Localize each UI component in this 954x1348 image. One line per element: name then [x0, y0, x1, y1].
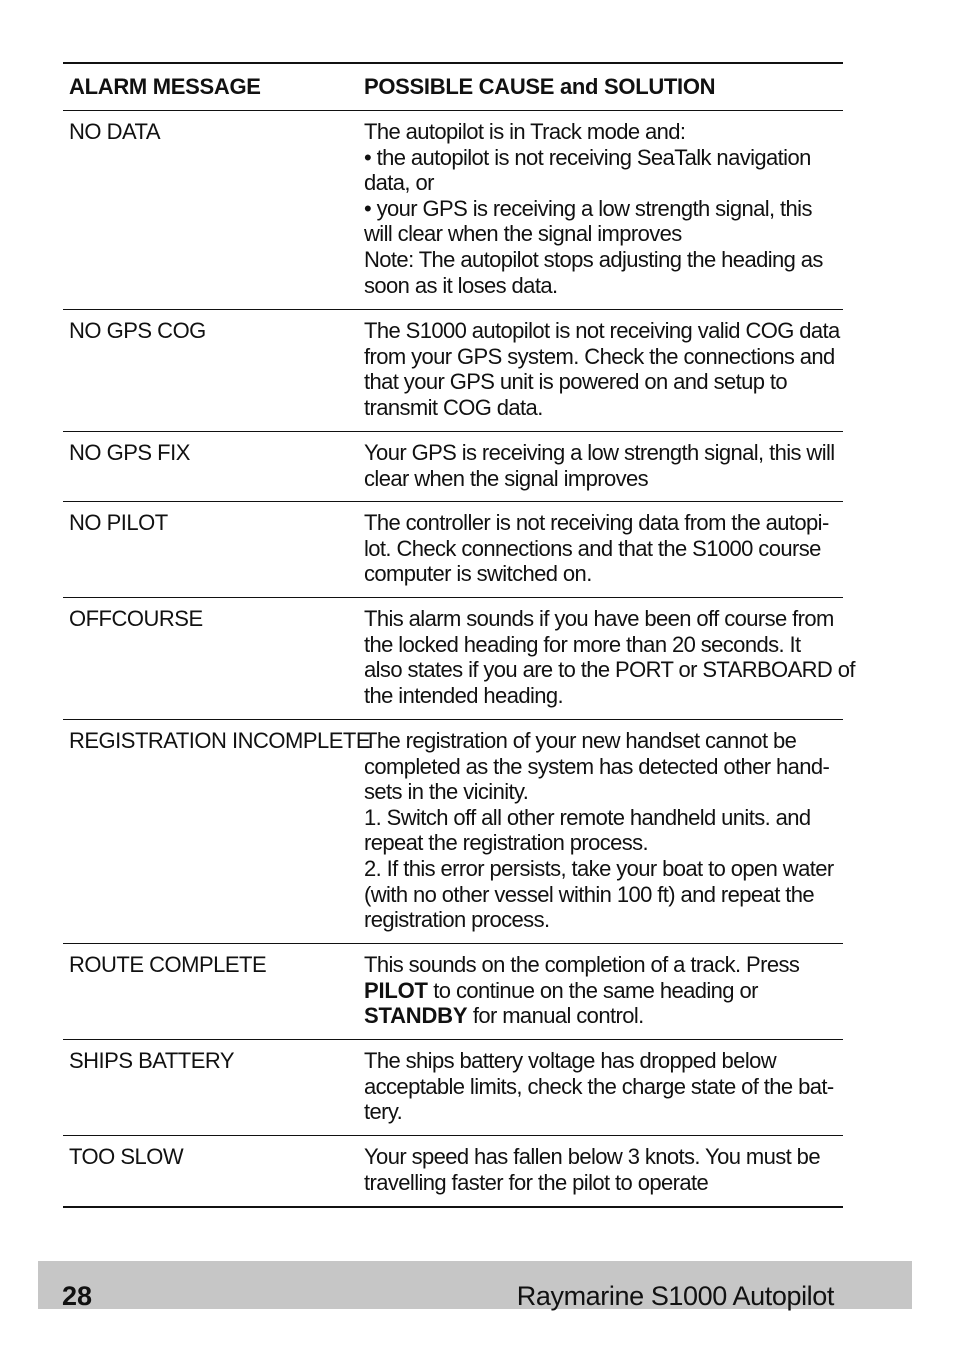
table-row	[63, 944, 843, 1040]
alarm-description	[358, 510, 843, 597]
table-row	[63, 432, 843, 502]
alarm-name: ROUTE COMPLETE	[69, 952, 267, 977]
alarm-name: SHIPS BATTERY	[69, 1048, 235, 1073]
description-line: This sounds on the completion of a track. Press	[364, 952, 800, 977]
description-line: Note: The autopilot stops adjusting the heading as	[364, 246, 823, 272]
table-row	[63, 598, 855, 720]
description-line: the intended heading.	[364, 682, 564, 708]
description-line: tery.	[364, 1099, 403, 1125]
description-line: transmit COG data.	[364, 394, 543, 420]
description-line: 1. Switch off all other remote handheld units. and	[364, 804, 811, 830]
description-line: The controller is not receiving data from the autopi-	[364, 510, 829, 535]
description-line: acceptable limits, check the charge state of the bat-	[364, 1073, 834, 1099]
alarm-name: NO DATA	[69, 119, 161, 144]
alarm-name: NO GPS FIX	[69, 440, 190, 465]
description-line: Your speed has fallen below 3 knots. You must be	[364, 1144, 820, 1169]
alarm-description	[358, 440, 843, 501]
description-line: registration process.	[364, 907, 550, 933]
description-text: for manual control.	[467, 1003, 644, 1029]
header-alarm-message: ALARM MESSAGE	[69, 74, 261, 99]
description-line: (with no other vessel within 100 ft) and repeat the	[364, 881, 815, 907]
page-footer	[38, 1261, 912, 1309]
description-line: The registration of your new handset cannot be	[364, 728, 797, 753]
alarm-description	[358, 1048, 843, 1135]
table-row	[63, 502, 843, 598]
description-line: that your GPS unit is powered on and setup to	[364, 369, 788, 395]
description-line: completed as the system has detected other hand-	[364, 753, 830, 779]
alarm-description	[358, 952, 843, 1039]
header-possible-cause: POSSIBLE CAUSE and SOLUTION	[364, 74, 716, 99]
description-line: The S1000 autopilot is not receiving valid COG data	[364, 318, 840, 343]
alarm-description	[358, 119, 843, 309]
description-line: clear when the signal improves	[364, 465, 649, 491]
description-line: 2. If this error persists, take your boat to open water	[364, 855, 834, 881]
description-line: The ships battery voltage has dropped below	[364, 1048, 777, 1073]
description-line: the locked heading for more than 20 seconds. It	[364, 631, 801, 657]
description-line: computer is switched on.	[364, 561, 592, 587]
table-row	[63, 720, 843, 944]
description-line: The autopilot is in Track mode and:	[364, 119, 686, 144]
description-line: repeat the registration process.	[364, 830, 649, 856]
table-row	[63, 1136, 843, 1206]
description-line: from your GPS system. Check the connections and	[364, 343, 835, 369]
table-row	[63, 111, 843, 310]
alarm-name: NO GPS COG	[69, 318, 206, 343]
description-line: • the autopilot is not receiving SeaTalk navigation	[364, 144, 811, 170]
alarm-description	[358, 1144, 843, 1206]
alarm-name: OFFCOURSE	[69, 606, 203, 631]
description-line: sets in the vicinity.	[364, 779, 529, 805]
table-row	[63, 1040, 843, 1136]
alarm-table	[63, 62, 855, 1208]
description-line: • your GPS is receiving a low strength signal, this	[364, 195, 812, 221]
alarm-name: NO PILOT	[69, 510, 168, 535]
alarm-description	[358, 318, 843, 431]
pilot-key-label: PILOT	[364, 977, 428, 1003]
page-number: 28	[62, 1281, 93, 1311]
description-line	[364, 1003, 835, 1029]
description-line: travelling faster for the pilot to operate	[364, 1169, 709, 1195]
alarm-name: REGISTRATION INCOMPLETE	[69, 728, 371, 753]
alarm-description	[358, 728, 843, 943]
manual-title: Raymarine S1000 Autopilot	[516, 1281, 834, 1311]
description-line	[364, 978, 835, 1004]
description-line: Your GPS is receiving a low strength signal, this will	[364, 440, 835, 465]
description-line: also states if you are to the PORT or STARBOARD of	[364, 657, 855, 683]
alarm-name: TOO SLOW	[69, 1144, 184, 1169]
table-header	[63, 64, 843, 111]
description-line: lot. Check connections and that the S1000 course	[364, 535, 821, 561]
description-text: to continue on the same heading or	[427, 977, 758, 1003]
standby-key-label: STANDBY	[364, 1003, 468, 1029]
description-line: This alarm sounds if you have been off course from	[364, 606, 834, 631]
alarm-description	[358, 606, 855, 719]
description-line: soon as it loses data.	[364, 272, 558, 298]
description-line: data, or	[364, 170, 434, 196]
table-row	[63, 310, 843, 432]
description-line: will clear when the signal improves	[364, 221, 682, 247]
